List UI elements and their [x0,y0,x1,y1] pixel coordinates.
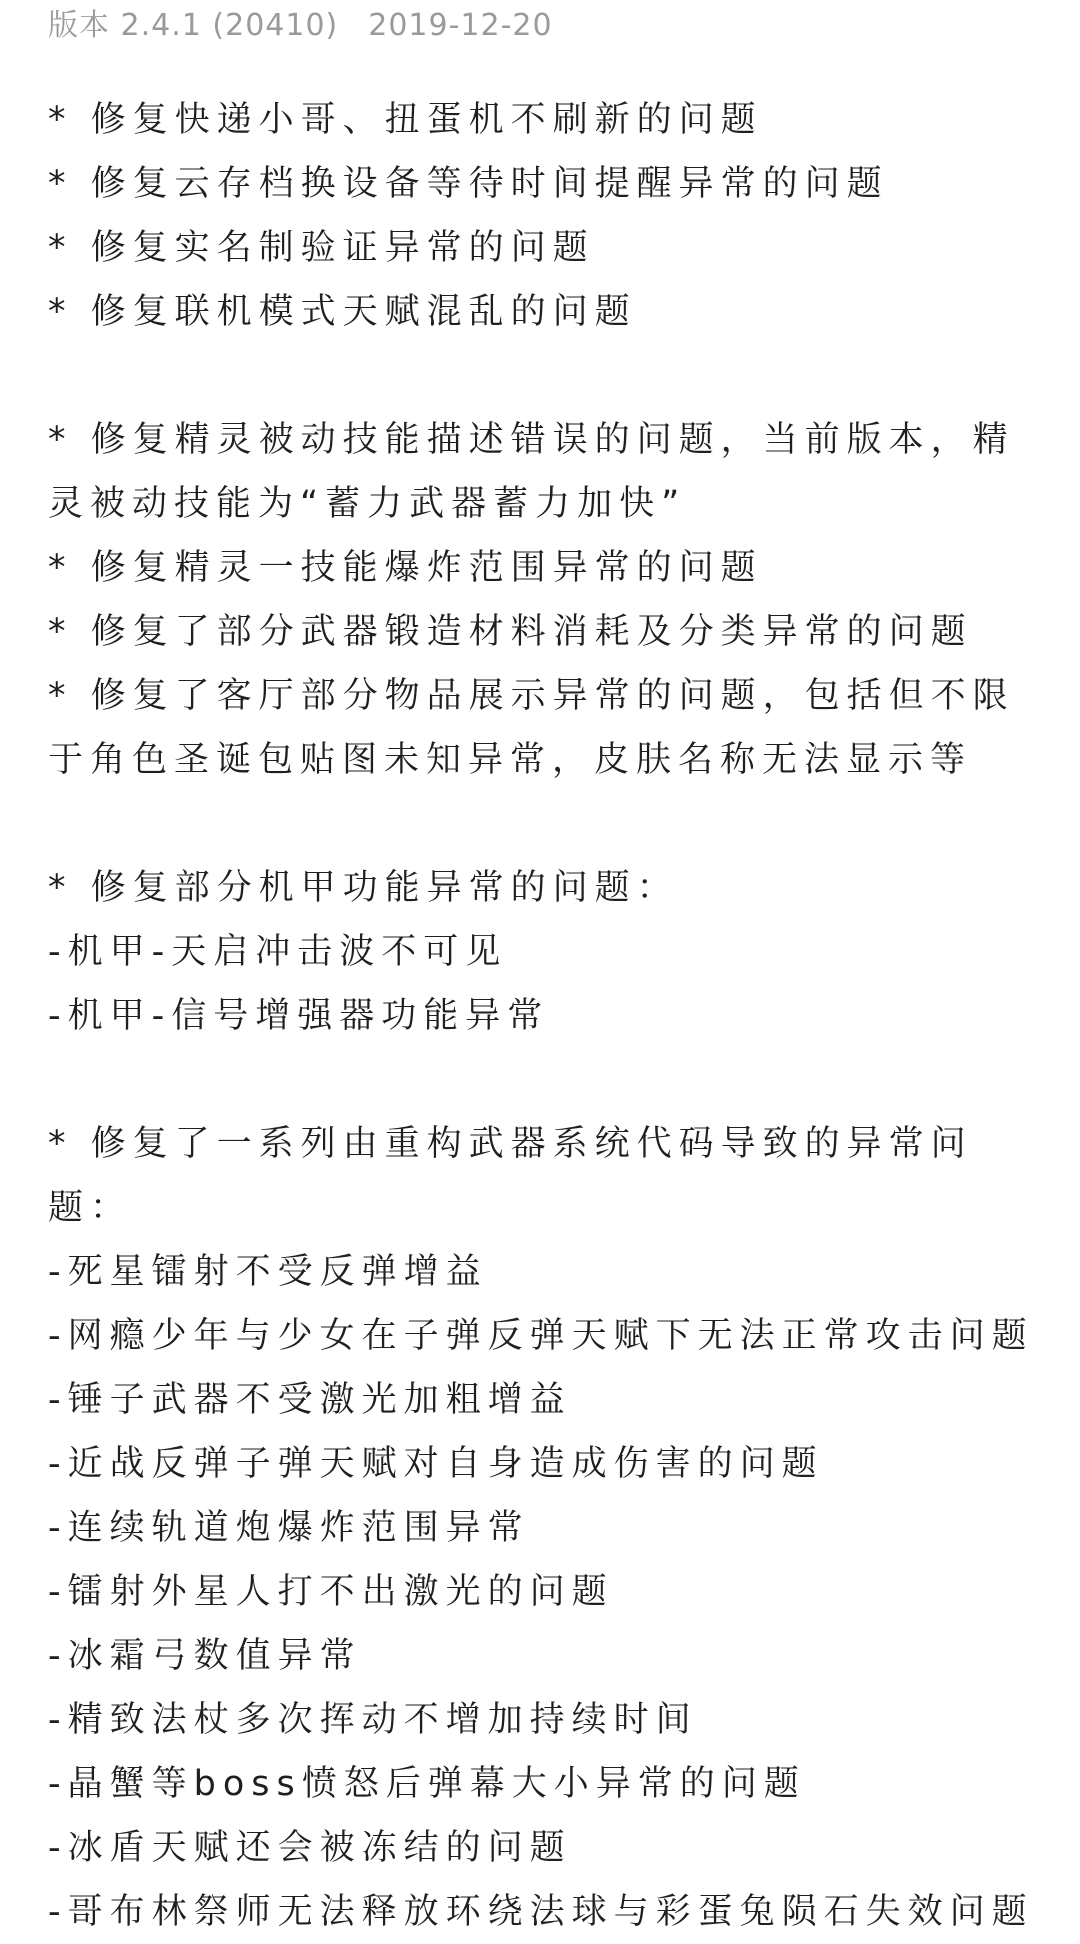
changelog-line: * 修复联机模式天赋混乱的问题 [48,292,637,332]
changelog-line: 于角色圣诞包贴图未知异常，皮肤名称无法显示等 [48,740,973,780]
changelog-line: * 修复部分机甲功能异常的问题： [48,868,679,908]
changelog-line: * 修复了客厅部分物品展示异常的问题，包括但不限 [48,676,1015,716]
release-date: 2019-12-20 [368,8,553,43]
changelog-line: -晶蟹等boss愤怒后弹幕大小异常的问题 [48,1764,806,1804]
blank-line [48,344,1038,408]
blank-line [48,792,1038,856]
changelog-line: 题： [48,1188,133,1228]
changelog-line: -机甲-信号增强器功能异常 [48,996,550,1036]
changelog-line: -哥布林祭师无法释放环绕法球与彩蛋兔陨石失效问题 [48,1892,1034,1932]
changelog-line: -镭射外星人打不出激光的问题 [48,1572,614,1612]
version-info [48,4,553,48]
blank-line [48,1048,1038,1112]
changelog-line: * 修复精灵被动技能描述错误的问题，当前版本，精 [48,420,1015,460]
changelog-line: -连续轨道炮爆炸范围异常 [48,1508,530,1548]
changelog-line: -冰霜弓数值异常 [48,1636,362,1676]
changelog-line: -网瘾少年与少女在子弹反弹天赋下无法正常攻击问题 [48,1316,1034,1356]
changelog-line: 灵被动技能为“蓄力武器蓄力加快” [48,484,687,524]
changelog-line: * 修复实名制验证异常的问题 [48,228,595,268]
changelog-line: * 修复快递小哥、扭蛋机不刷新的问题 [48,100,763,140]
changelog-line: -锤子武器不受激光加粗增益 [48,1380,572,1420]
changelog-line: * 修复云存档换设备等待时间提醒异常的问题 [48,164,889,204]
changelog-line: * 修复了部分武器锻造材料消耗及分类异常的问题 [48,612,973,652]
changelog-line: -近战反弹子弹天赋对自身造成伤害的问题 [48,1444,824,1484]
version-number: 版本 2.4.1 (20410) [48,8,339,43]
changelog-line: -冰盾天赋还会被冻结的问题 [48,1828,572,1868]
changelog-line: -机甲-天启冲击波不可见 [48,932,508,972]
changelog-line: -死星镭射不受反弹增益 [48,1252,488,1292]
changelog-line: * 修复了一系列由重构武器系统代码导致的异常问 [48,1124,973,1164]
changelog-line: -精致法杖多次挥动不增加持续时间 [48,1700,698,1740]
changelog-body [48,88,1038,1944]
changelog-line: * 修复精灵一技能爆炸范围异常的问题 [48,548,763,588]
